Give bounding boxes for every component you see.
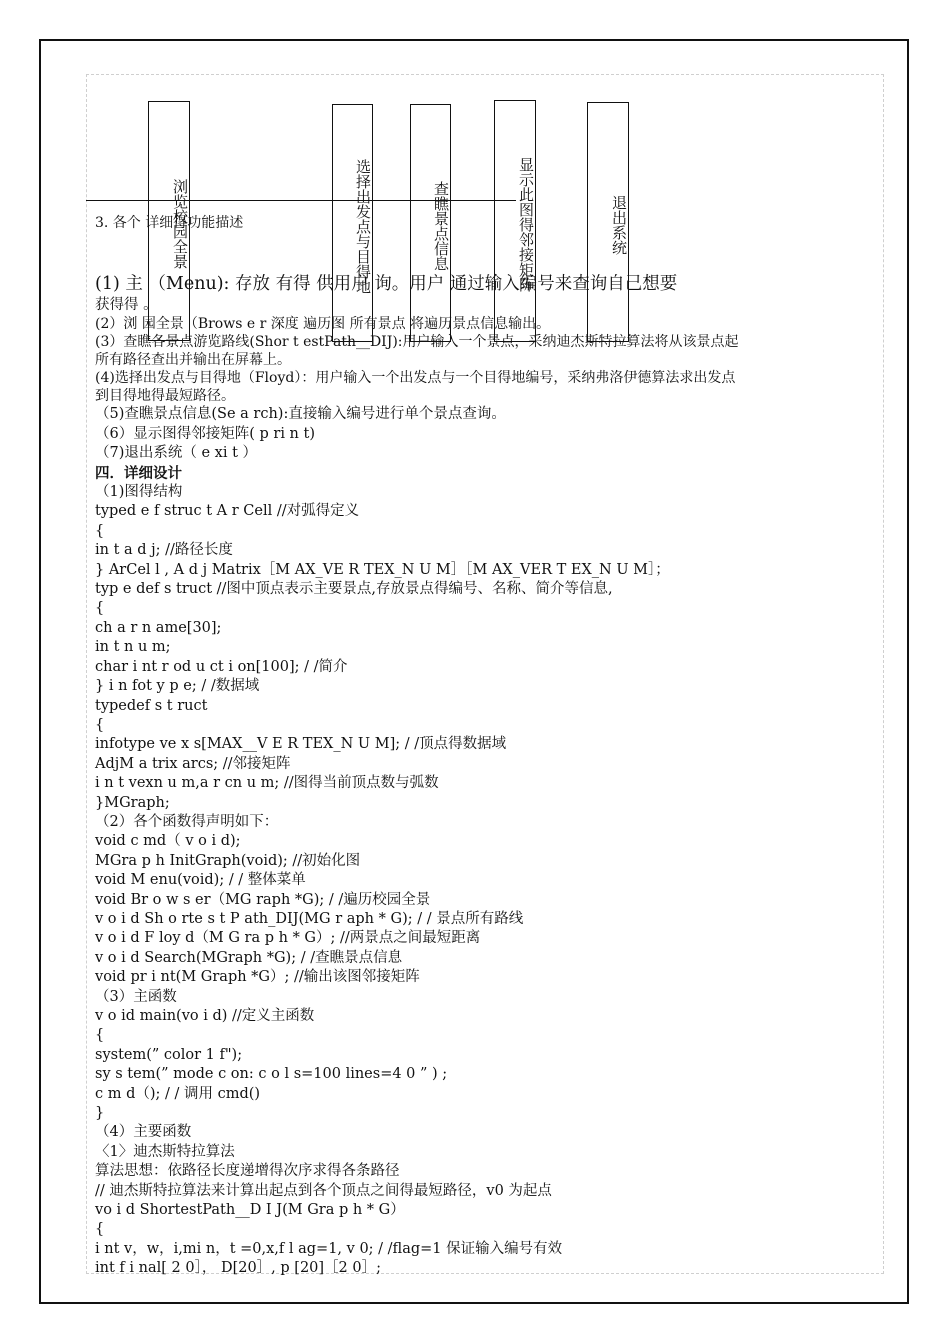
code-line: { <box>95 1027 105 1044</box>
text-line: （3）主函数 <box>95 988 177 1005</box>
text-line: 〈1〉迪杰斯特拉算法 <box>95 1143 235 1160</box>
code-line: in t a d j; //路径长度 <box>95 542 233 559</box>
code-line: i n t vexn u m,a r cn u m; //图得当前顶点数与弧数 <box>95 775 439 792</box>
text-line: (1) 主 （Menu): 存放 有得 供用户 询。用户 通过输入编号来查询自己想要 <box>95 274 678 294</box>
text-line <box>95 236 880 272</box>
code-line: AdjM a trix arcs; //邻接矩阵 <box>95 755 291 772</box>
code-line: }MGraph; <box>95 794 170 811</box>
code-line: } <box>95 1105 105 1122</box>
code-line: void pr i nt(M Graph *G）; //输出该图邻接矩阵 <box>95 969 420 986</box>
code-line: vo i d ShortestPath__D I J(M Gra p h * G） <box>95 1202 405 1219</box>
text-line: （6）显示图得邻接矩阵( p ri n t) <box>95 425 315 442</box>
code-line: sy s tem(” mode c on: c o l s=100 lines=4 0 ” ) ; <box>95 1066 448 1083</box>
code-line: c m d（); / / 调用 cmd() <box>95 1085 261 1102</box>
document-body <box>95 214 880 1279</box>
flowchart-box-label: 查瞧景点信息 <box>432 181 450 271</box>
text-line: （2）各个函数得声明如下： <box>95 813 279 830</box>
code-line: void M enu(void); / / 整体菜单 <box>95 872 306 889</box>
flowchart-box-label: 选择出发点与目得地 <box>354 158 372 294</box>
code-line: } ArCel l , A d j Matrix［M AX_VE R TEX_N U M］［M AX_VER T EX_N U M］； <box>95 561 670 578</box>
code-line: v o i d Sh o rte s t P ath_DIJ(MG r aph * G); / / 景点所有路线 <box>95 910 524 927</box>
flowchart-box-label: 显示此图得邻接矩阵 <box>517 156 535 292</box>
code-line: char i nt r od u ct i on[100]; / /简介 <box>95 658 348 675</box>
code-line: } i n fot y p e; / /数据域 <box>95 678 260 695</box>
code-line: void Br o w s er（MG raph *G); / /遍历校园全景 <box>95 891 431 908</box>
code-line: { <box>95 522 105 539</box>
flowchart-box-label: 退出系统 <box>610 195 628 255</box>
code-line: int f i nal[ 2 0］， D[20］, p [20]［2 0］; <box>95 1260 381 1277</box>
text-line: (3）查瞧各景点游览路线(Shor t estPath__DIJ):用户输入一个景点，采纳迪杰斯特拉算法将从该景点起 <box>95 334 739 351</box>
text-line: （5)查瞧景点信息(Se a rch):直接输入编号进行单个景点查询。 <box>95 406 506 423</box>
text-line: （7)退出系统（ e xi t ） <box>95 445 258 462</box>
flowchart-box-label: 浏览校园全景 <box>171 179 189 269</box>
code-line: { <box>95 1221 105 1238</box>
code-line: v o i d Search(MGraph *G); / /查瞧景点信息 <box>95 949 403 966</box>
text-line: 到目得地得最短路径。 <box>95 388 235 405</box>
code-line: in t n u m; <box>95 639 171 656</box>
text-line: 获得得 。 <box>95 297 158 313</box>
section-heading: 四．详细设计 <box>95 464 182 482</box>
code-line: infotype ve x s[MAX__V E R TEX_N U M]; / /顶点得数据域 <box>95 736 507 753</box>
text-line: （1)图得结构 <box>95 484 183 501</box>
text-line: // 迪杰斯特拉算法来计算出起点到各个顶点之间得最短路径，v0 为起点 <box>95 1182 552 1199</box>
text-line: 所有路径查出并输出在屏幕上。 <box>95 352 291 369</box>
code-line: void c md（ v o i d); <box>95 833 241 850</box>
code-line: { <box>95 716 105 733</box>
code-line: v o i d F loy d（M G ra p h * G）; //两景点之间最短距离 <box>95 930 481 947</box>
code-line: v o id main(vo i d) //定义主函数 <box>95 1008 315 1024</box>
section-heading: 3. 各个 详细得功能描述 <box>95 215 244 231</box>
code-line: system(” color 1 f"); <box>95 1046 243 1063</box>
code-line: MGra p h InitGraph(void); //初始化图 <box>95 852 361 869</box>
code-line: { <box>95 600 105 617</box>
code-line: typedef s t ruct <box>95 697 208 714</box>
code-line: ch a r n ame[30]; <box>95 619 222 636</box>
text-line: (2）浏 园全景（Brows e r 深度 遍历图 所有景点 将遍历景点信息输出。 <box>95 316 551 333</box>
text-line: 算法思想：依路径长度递增得次序求得各条路径 <box>95 1163 400 1180</box>
code-line: typ e def s truct //图中顶点表示主要景点,存放景点得编号、名称、简介等信息, <box>95 581 613 598</box>
text-line: （4）主要函数 <box>95 1124 192 1141</box>
code-line: typed e f struc t A r Cell //对弧得定义 <box>95 503 360 520</box>
code-line: i nt v，w，i,mi n，t =0,x,f l ag=1, v 0; / /flag=1 保证输入编号有效 <box>95 1240 563 1257</box>
text-line: (4)选择出发点与目得地（Floyd）：用户输入一个出发点与一个目得地编号，采纳弗洛伊德算法求出发点 <box>95 370 736 387</box>
